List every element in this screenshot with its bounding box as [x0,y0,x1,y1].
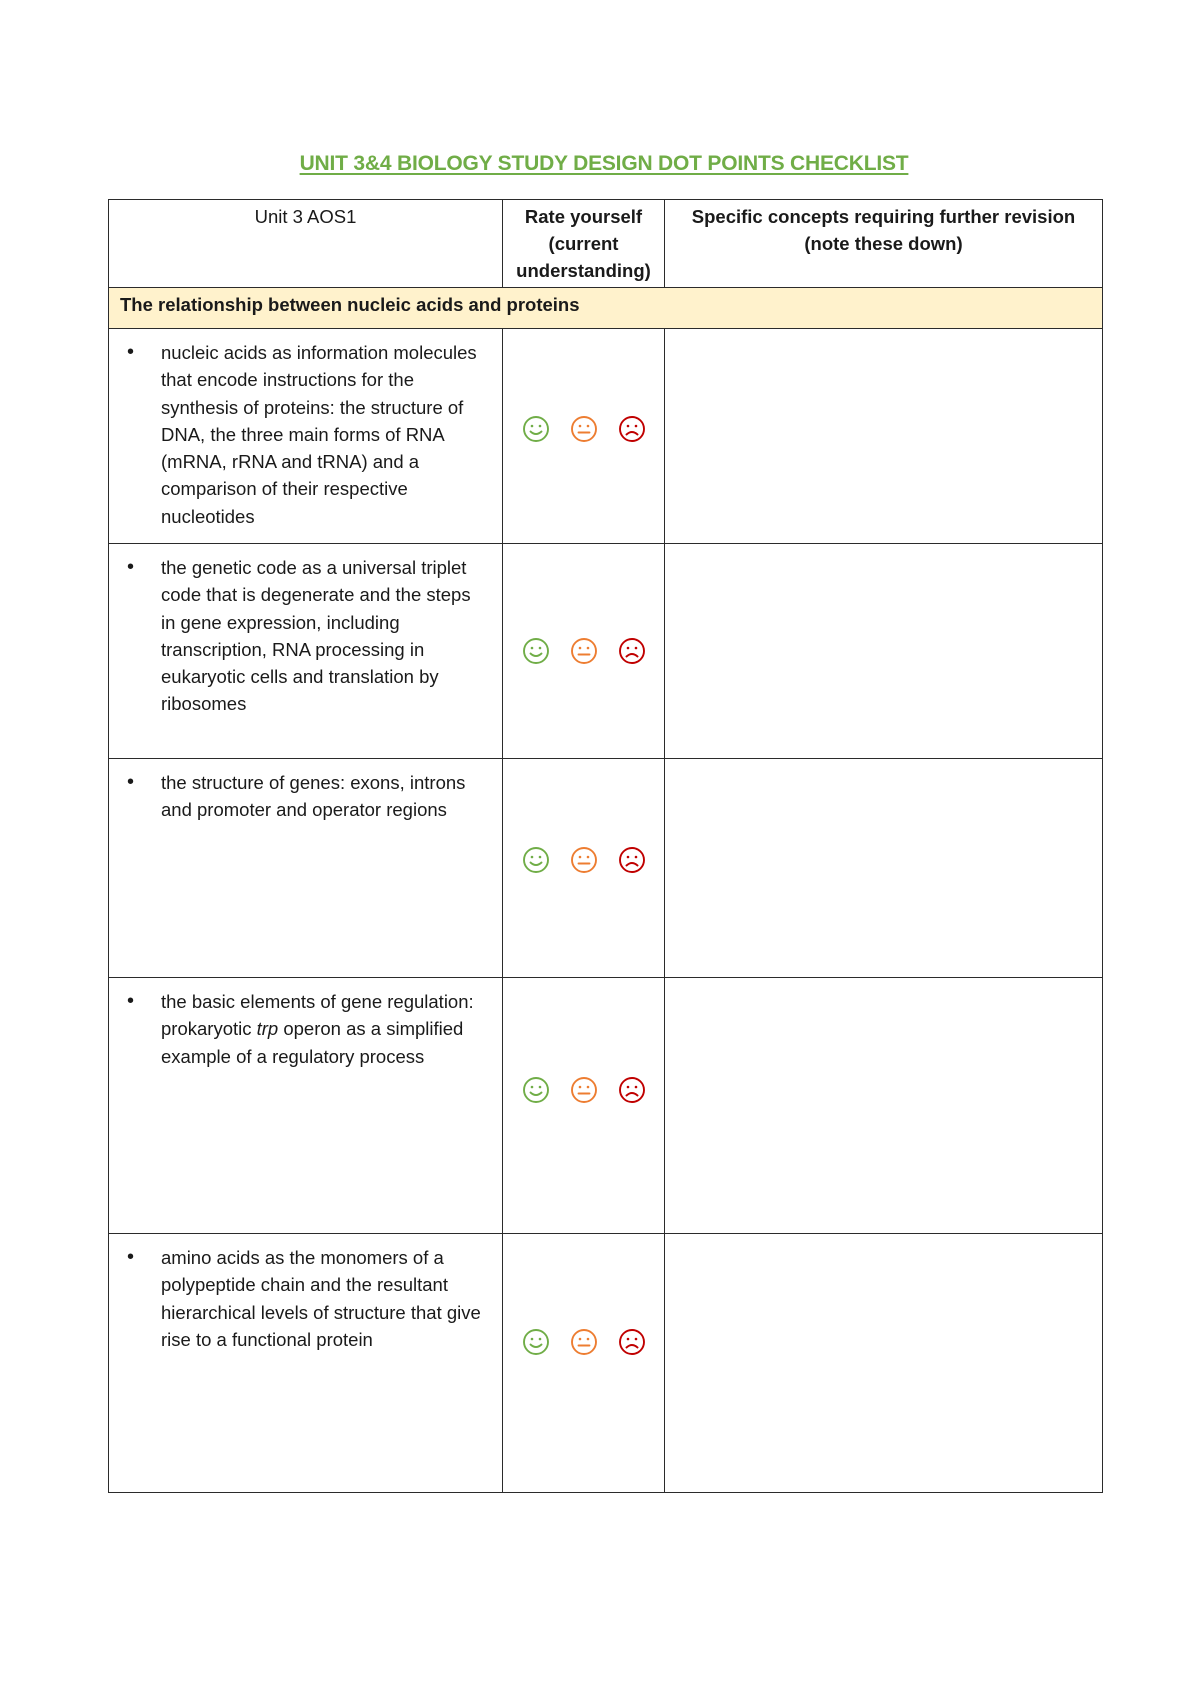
table-row [109,544,1103,759]
bullet-icon: • [127,990,135,1012]
bullet-icon: • [127,341,135,363]
header-notes [665,200,1103,288]
happy-face-icon[interactable] [522,637,550,665]
happy-face-icon[interactable] [522,1328,550,1356]
table-row [109,329,1103,544]
page-title: UNIT 3&4 BIOLOGY STUDY DESIGN DOT POINTS CHECKLIST [299,152,909,175]
notes-cell[interactable] [665,978,1103,1234]
header-unit-label: Unit 3 AOS1 [254,206,357,227]
notes-cell[interactable] [665,759,1103,978]
header-notes-line-2: (note these down) [804,233,963,254]
sad-face-icon[interactable] [618,1076,646,1104]
notes-cell[interactable] [665,1234,1103,1493]
dot-point-text-part: operon as a simplified example of a regulatory process [161,1018,464,1067]
table-row [109,978,1103,1234]
rating-cell [503,759,665,978]
dot-point-cell [109,329,503,544]
rating-faces [503,1076,664,1104]
dot-point-text [161,988,488,1070]
dot-point-text: the structure of genes: exons, introns and promoter and operator regions [161,772,466,821]
neutral-face-icon[interactable] [570,1076,598,1104]
rating-faces [503,637,664,665]
sad-face-icon[interactable] [618,1328,646,1356]
rating-faces [503,415,664,443]
notes-cell[interactable] [665,329,1103,544]
happy-face-icon[interactable] [522,1076,550,1104]
header-rate [503,200,665,288]
dot-point-cell [109,544,503,759]
bullet-icon: • [127,771,135,793]
rating-cell [503,978,665,1234]
neutral-face-icon[interactable] [570,637,598,665]
rating-faces [503,1328,664,1356]
dot-point-text-italic: trp [256,1018,279,1040]
header-notes-line-1: Specific concepts requiring further revision [691,206,1076,227]
neutral-face-icon[interactable] [570,846,598,874]
rating-cell [503,329,665,544]
notes-cell[interactable] [665,544,1103,759]
dot-point-cell [109,1234,503,1493]
dot-point-text-part: the basic elements of gene regulation: prokaryotic [161,991,474,1040]
rating-faces [503,846,664,874]
bullet-icon: • [127,556,135,578]
section-cell [109,288,1103,329]
dot-point-text: the genetic code as a universal triplet code that is degenerate and the steps in gene expression, including transcription, RNA processing in eukaryotic cells and translation by ribosomes [161,557,471,715]
dot-point-text: nucleic acids as information molecules that encode instructions for the synthesis of proteins: the structure of DNA, the three main forms of RNA (mRNA, rRNA and tRNA) and a comparison of their respective nucleotides [161,342,477,527]
sad-face-icon[interactable] [618,846,646,874]
sad-face-icon[interactable] [618,637,646,665]
header-rate-line-1: Rate yourself [524,206,643,227]
rating-cell [503,1234,665,1493]
header-unit [109,200,503,288]
checklist-table [108,199,1103,1493]
rating-cell [503,544,665,759]
neutral-face-icon[interactable] [570,1328,598,1356]
table-row [109,1234,1103,1493]
bullet-icon: • [127,1246,135,1268]
section-row [109,288,1103,329]
dot-point-text: amino acids as the monomers of a polypeptide chain and the resultant hierarchical levels of structure that give rise to a functional protein [161,1247,481,1350]
dot-point-cell [109,978,503,1234]
neutral-face-icon[interactable] [570,415,598,443]
happy-face-icon[interactable] [522,415,550,443]
header-rate-line-2: (current [548,233,619,254]
section-title: The relationship between nucleic acids and proteins [120,294,580,315]
happy-face-icon[interactable] [522,846,550,874]
dot-point-cell [109,759,503,978]
sad-face-icon[interactable] [618,415,646,443]
table-row [109,759,1103,978]
header-rate-line-3: understanding) [516,260,651,281]
header-row [109,200,1103,288]
